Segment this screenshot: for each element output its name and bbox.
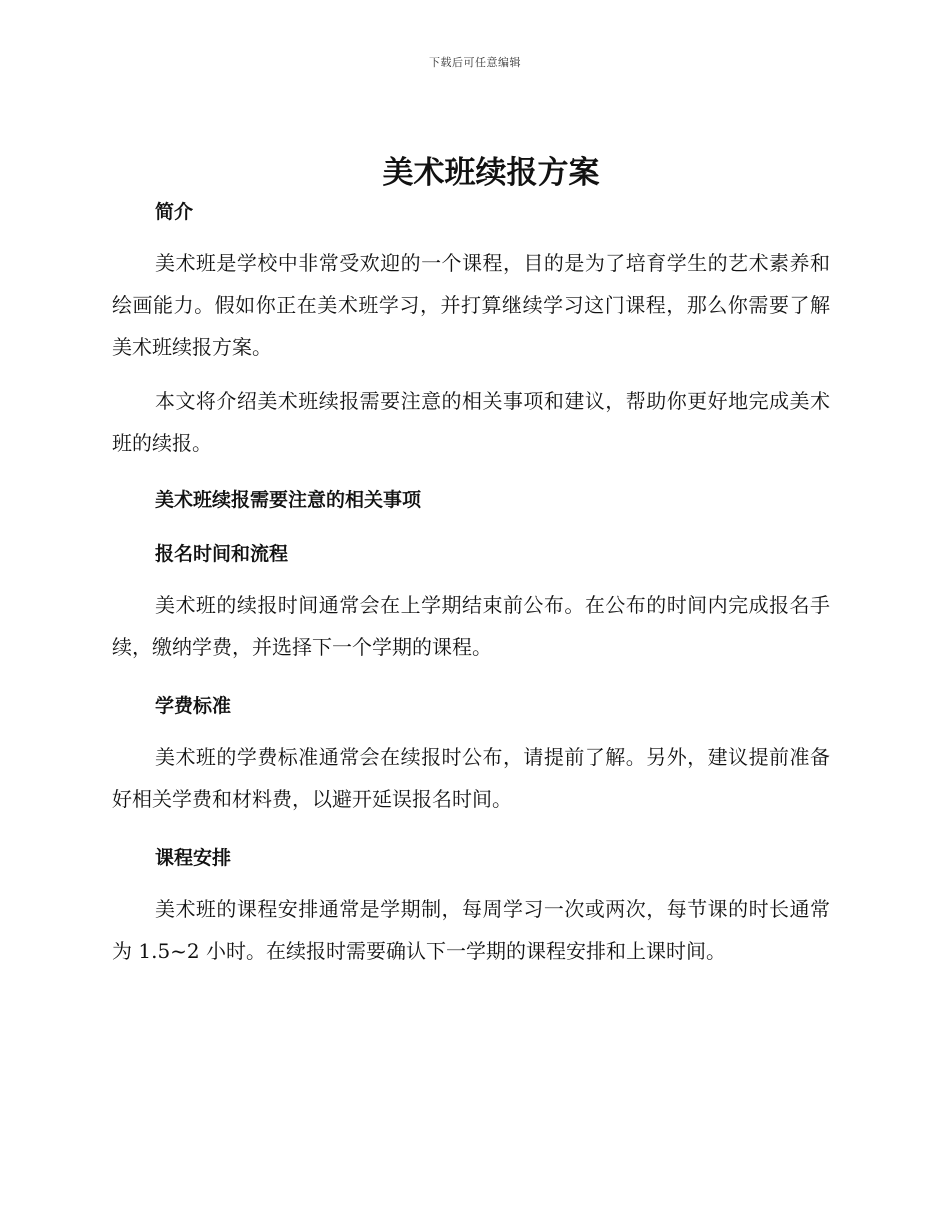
section-heading-fee: 学费标准: [155, 695, 232, 717]
section-heading-signup: 报名时间和流程: [155, 543, 289, 565]
paragraph-schedule: 美术班的课程安排通常是学期制，每周学习一次或两次，每节课的时长通常为 1.5~2 小时。在续报时需要确认下一学期的课程安排和上课时间。: [112, 897, 830, 963]
paragraph-fee: 美术班的学费标准通常会在续报时公布，请提前了解。另外，建议提前准备好相关学费和材料费，以避开延误报名时间。: [112, 745, 830, 811]
section-heading-matters: 美术班续报需要注意的相关事项: [155, 489, 422, 511]
page-header-note: 下载后可任意编辑: [429, 56, 521, 69]
section-heading-schedule: 课程安排: [155, 847, 232, 869]
document-body: [112, 150, 830, 972]
paragraph-intro-1: 美术班是学校中非常受欢迎的一个课程，目的是为了培育学生的艺术素养和绘画能力。假如你正在美术班学习，并打算继续学习这门课程，那么你需要了解美术班续报方案。: [112, 251, 830, 359]
paragraph-signup: 美术班的续报时间通常会在上学期结束前公布。在公布的时间内完成报名手续，缴纳学费，并选择下一个学期的课程。: [112, 593, 830, 659]
document-title: 美术班续报方案: [382, 155, 600, 191]
section-heading-intro: 简介: [155, 201, 194, 223]
paragraph-intro-2: 本文将介绍美术班续报需要注意的相关事项和建议，帮助你更好地完成美术班的续报。: [112, 389, 830, 455]
